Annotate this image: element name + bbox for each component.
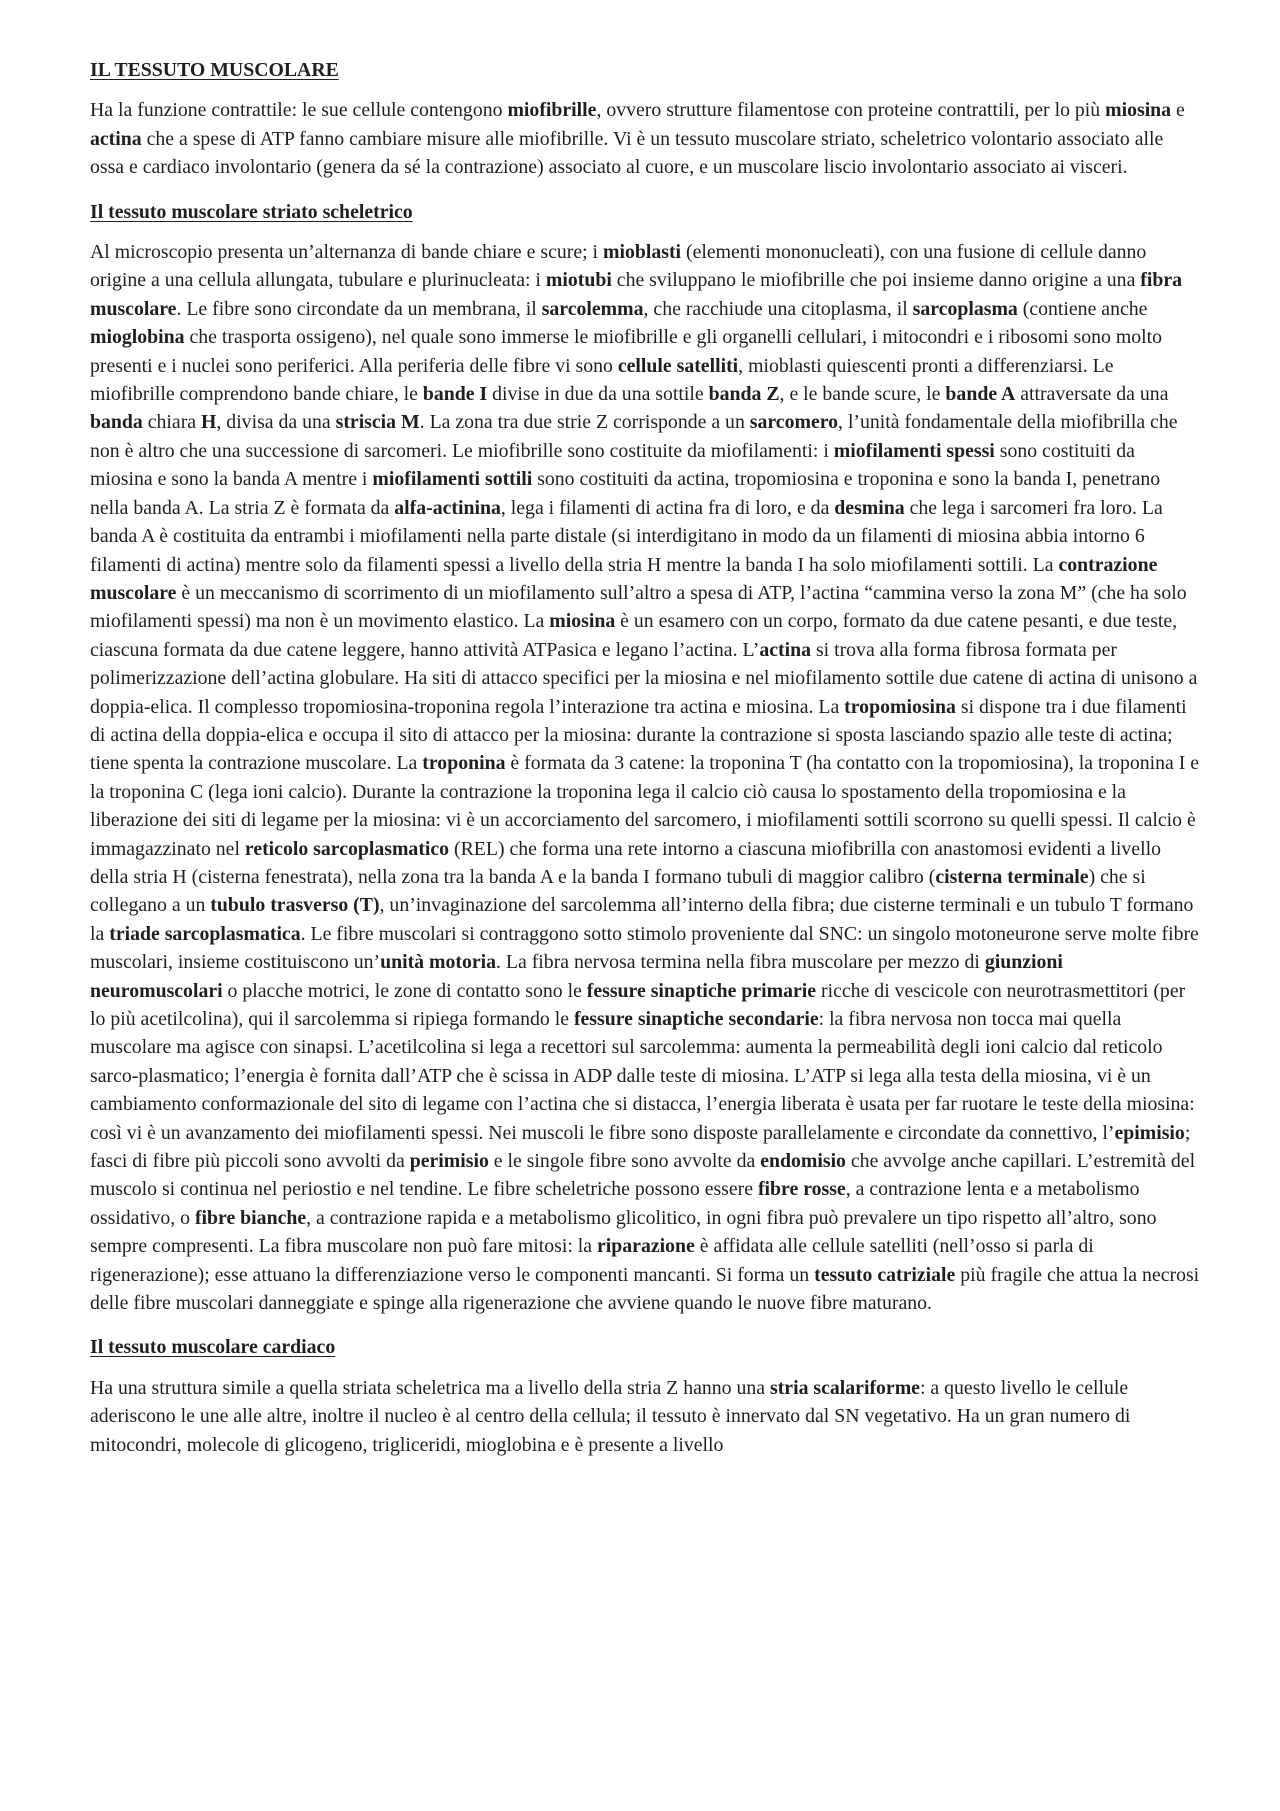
bold-term: fibre rosse (757, 1178, 846, 1201)
bold-term: sarcomero (749, 411, 839, 434)
text-run: è formata da 3 catene: la troponina T (ha contatto con la tropomiosina), la troponina I e la troponina C (lega ioni calcio). Durante la contrazione la troponina lega il calcio ciò causa lo spostamento della tropomiosina e la liberazione dei siti di legame per la miosina: vi è un accorciamento del sarcomero, i miofilamenti sottili scorrono su quelli spessi. Il calcio è immagazzinato nel (90, 752, 1200, 860)
bold-term: cellule satelliti (617, 354, 739, 377)
text-run: attraversate da una (1015, 383, 1169, 406)
text-run: , e le bande scure, le (779, 383, 946, 406)
text-run: , a contrazione rapida e a metabolismo glicolitico, in ogni fibra può prevalere un tipo rispetto all’altro, sono sempre compresenti. La fibra muscolare non può fare mitosi: la (90, 1206, 1157, 1258)
bold-term: miosina (1105, 99, 1172, 122)
bold-term: mioglobina (90, 326, 185, 349)
bold-term: fessure sinaptiche secondarie (573, 1008, 819, 1030)
bold-term: actina (759, 638, 811, 661)
text-run: è un meccanismo di scorrimento di un miofilamento sull’altro a spesa di ATP, l’actina “cammina verso la zona M” (che ha solo miofilamenti spessi) ma non è un movimento elastico. La (90, 581, 1187, 633)
bold-term: sarcolemma (541, 297, 644, 320)
bold-term: endomisio (760, 1150, 846, 1173)
text-run: ricche di vescicole con neurotrasmettitori (per lo più acetilcolina), qui il sarcolemma si ripiega formando le (90, 979, 1186, 1030)
bold-term: mioblasti (603, 241, 682, 264)
text-run: (elementi mononucleati), con una fusione di cellule danno origine a una cellula allungata, tubulare e plurinucleata: i (90, 241, 1147, 292)
bold-term: reticolo sarcoplasmatico (244, 837, 450, 860)
bold-term: miofibrille (507, 99, 597, 122)
bold-term: perimisio (409, 1150, 489, 1173)
bold-term: fessure sinaptiche primarie (586, 979, 817, 1002)
bold-term: fibra muscolare (90, 269, 1183, 320)
section-paragraph (90, 1374, 1200, 1459)
bold-term: epimisio (1114, 1121, 1185, 1144)
text-run: che a spese di ATP fanno cambiare misure alle miofibrille. Vi è un tessuto muscolare striato, scheletrico volontario associato alle ossa e cardiaco involontario (genera da sé la contrazione) associato al cuore, e un muscolare liscio involontario associato ai visceri. (90, 127, 1164, 179)
bold-term: H (201, 411, 217, 434)
document-page (90, 56, 1200, 1459)
text-run: , divisa da una (216, 411, 336, 434)
text-run: che trasporta ossigeno), nel quale sono immerse le miofibrille e gli organelli cellulari, i mitocondri e i ribosomi sono molto presenti e i nuclei sono periferici. Alla periferia delle fibre vi sono (90, 326, 1163, 377)
text-run: è affidata alle cellule satelliti (nell’osso si parla di rigenerazione); esse attuano la differenziazione verso le componenti mancanti. Si forma un (90, 1235, 1094, 1286)
bold-term: miotubi (545, 269, 612, 292)
text-run: : a questo livello le cellule aderiscono le une alle altre, inoltre il nucleo è al centro della cellula; il tessuto è innervato dal SN vegetativo. Ha un gran numero di mitocondri, molecole di glicogeno, trigliceridi, mioglobina e è presente a livello (90, 1376, 1131, 1456)
text-run: , che racchiude una citoplasma, il (643, 297, 913, 320)
section-heading: Il tessuto muscolare cardiaco (90, 1336, 336, 1359)
bold-term: fibre bianche (194, 1206, 307, 1229)
bold-term: alfa-actinina (394, 496, 501, 519)
text-run: chiara (142, 411, 202, 434)
bold-term: contrazione muscolare (90, 553, 1158, 604)
text-run: Ha la funzione contrattile: le sue cellule contengono (90, 99, 508, 122)
text-run: Al microscopio presenta un’alternanza di bande chiare e scure; i (90, 241, 603, 264)
text-run: e (1171, 99, 1185, 122)
section-paragraph (90, 96, 1200, 181)
bold-term: actina (90, 127, 142, 150)
text-run: è un esamero con un corpo, formato da due catene pesanti, e due teste, ciascuna formata da due catene leggere, hanno attività ATPasica e legano l’actina. L’ (90, 610, 1178, 661)
bold-term: unità motoria (380, 951, 497, 974)
text-run: che sviluppano le miofibrille che poi insieme danno origine a una (611, 269, 1141, 292)
text-run: che avvolge anche capillari. L’estremità del muscolo si continua nel periostio e nel tendine. Le fibre scheletriche possono essere (90, 1150, 1196, 1201)
bold-term: sarcoplasma (912, 297, 1018, 320)
text-run: , a contrazione lenta e a metabolismo ossidativo, o (90, 1178, 1140, 1229)
text-run: (contiene anche (1017, 297, 1148, 320)
text-run: che lega i sarcomeri fra loro. La banda A è costituita da entrambi i miofilamenti nella parte distale (si interdigitano in modo da un filamenti di miosina abbia intorno 6 filamenti di actina) mentre solo da filamenti spessi a livello della stria H mentre la banda I ha solo miofilamenti sottili. La (90, 496, 1163, 576)
bold-term: banda (90, 411, 143, 434)
text-run: , mioblasti quiescenti pronti a differenziarsi. Le miofibrille comprendono bande chiare, le (90, 354, 1114, 406)
bold-term: banda Z (708, 383, 780, 406)
text-run: . Le fibre muscolari si contraggono sotto stimolo proveniente dal SNC: un singolo motoneurone serve molte fibre muscolari, insieme costituiscono un’ (90, 922, 1199, 974)
text-run: divise in due da una sottile (487, 383, 709, 406)
text-run: . La fibra nervosa termina nella fibra muscolare per mezzo di (496, 951, 985, 974)
text-run: , ovvero strutture filamentose con proteine contrattili, per lo più (596, 99, 1106, 122)
text-run: . La zona tra due strie Z corrisponde a un (419, 411, 750, 434)
section-paragraph (90, 238, 1200, 1317)
bold-term: triade sarcoplasmatica (109, 922, 301, 945)
bold-term: bande A (945, 383, 1016, 406)
text-run: , un’invaginazione del sarcolemma all’interno della fibra; due cisterne terminali e un tubulo T formano la (90, 894, 1194, 945)
text-run: più fragile che attua la necrosi delle fibre muscolari danneggiate e spinge alla rigenerazione che avviene quando le nuove fibre maturano. (90, 1263, 1200, 1315)
text-run: sono costituiti da miosina e sono la banda A mentre i (90, 439, 1135, 491)
text-run: e le singole fibre sono avvolte da (488, 1150, 761, 1173)
text-run: ) che si collegano a un (90, 865, 1146, 917)
bold-term: tessuto catriziale (814, 1263, 956, 1286)
section-heading: Il tessuto muscolare striato scheletrico (90, 200, 413, 223)
bold-term: tropomiosina (844, 695, 956, 718)
text-run: , l’unità fondamentale della miofibrilla che non è altro che una successione di sarcomeri. Le miofibrille sono costituite da miofilamenti: i (90, 411, 1178, 462)
bold-term: troponina (422, 752, 506, 775)
bold-term: miofilamenti spessi (833, 439, 995, 462)
document-body (90, 96, 1200, 1459)
bold-term: giunzioni neuromuscolari (90, 951, 1063, 1002)
bold-term: miofilamenti sottili (372, 468, 533, 491)
bold-term: striscia M (335, 411, 420, 434)
bold-term: tubulo trasverso (T) (210, 894, 380, 917)
bold-term: riparazione (597, 1235, 695, 1258)
document-title: IL TESSUTO MUSCOLARE (90, 59, 339, 81)
text-run: : la fibra nervosa non tocca mai quella muscolare ma agisce con sinapsi. L’acetilcolina si lega a recettori sul sarcolemma: aumenta la permeabilità degli ioni calcio dal reticolo sarco-plasmatico; l’energia è fornita dall’ATP che è scissa in ADP dalle teste di miosina. L’ATP si lega alla testa della miosina, vi è un cambiamento conformazionale del sito di legame con l’actina che si distacca, l’energia liberata è usata per far ruotare le teste della miosina: così vi è un avanzamento dei miofilamenti spessi. Nei muscoli le fibre sono disposte parallelamente e circondate da connettivo, l’ (90, 1008, 1195, 1144)
text-run: (REL) che forma una rete intorno a ciascuna miofibrilla con anastomosi evidenti a livello della stria H (cisterna fenestrata), nella zona tra la banda A e la banda I formano tubuli di maggior calibro ( (90, 837, 1161, 888)
text-run: o placche motrici, le zone di contatto sono le (222, 979, 587, 1002)
bold-term: miosina (549, 610, 616, 633)
text-run: si trova alla forma fibrosa formata per polimerizzazione dell’actina globulare. Ha siti di attacco specifici per la miosina e nel miofilamento sottile due catene di actina di unisono a doppia-elica. Il complesso tropomiosina-troponina regola l’interazione tra actina e miosina. La (90, 638, 1198, 718)
text-run: , lega i filamenti di actina fra di loro, e da (500, 496, 835, 519)
bold-term: cisterna terminale (935, 865, 1089, 888)
text-run: Ha una struttura simile a quella striata scheletrica ma a livello della stria Z hanno una (90, 1376, 771, 1399)
text-run: . Le fibre sono circondate da un membrana, il (176, 297, 542, 320)
bold-term: stria scalariforme (770, 1376, 920, 1399)
bold-term: bande I (422, 383, 488, 406)
text-run: si dispone tra i due filamenti di actina della doppia-elica e occupa il sito di attacco per la miosina: durante la contrazione si sposta lasciando spazio alle teste di actina; tiene spenta la contrazione muscolare. La (90, 695, 1187, 775)
text-run: ; fasci di fibre più piccoli sono avvolti da (90, 1121, 1191, 1173)
bold-term: desmina (834, 496, 905, 519)
text-run: sono costituiti da actina, tropomiosina e troponina e sono la banda I, penetrano nella banda A. La stria Z è formata da (90, 468, 1161, 519)
